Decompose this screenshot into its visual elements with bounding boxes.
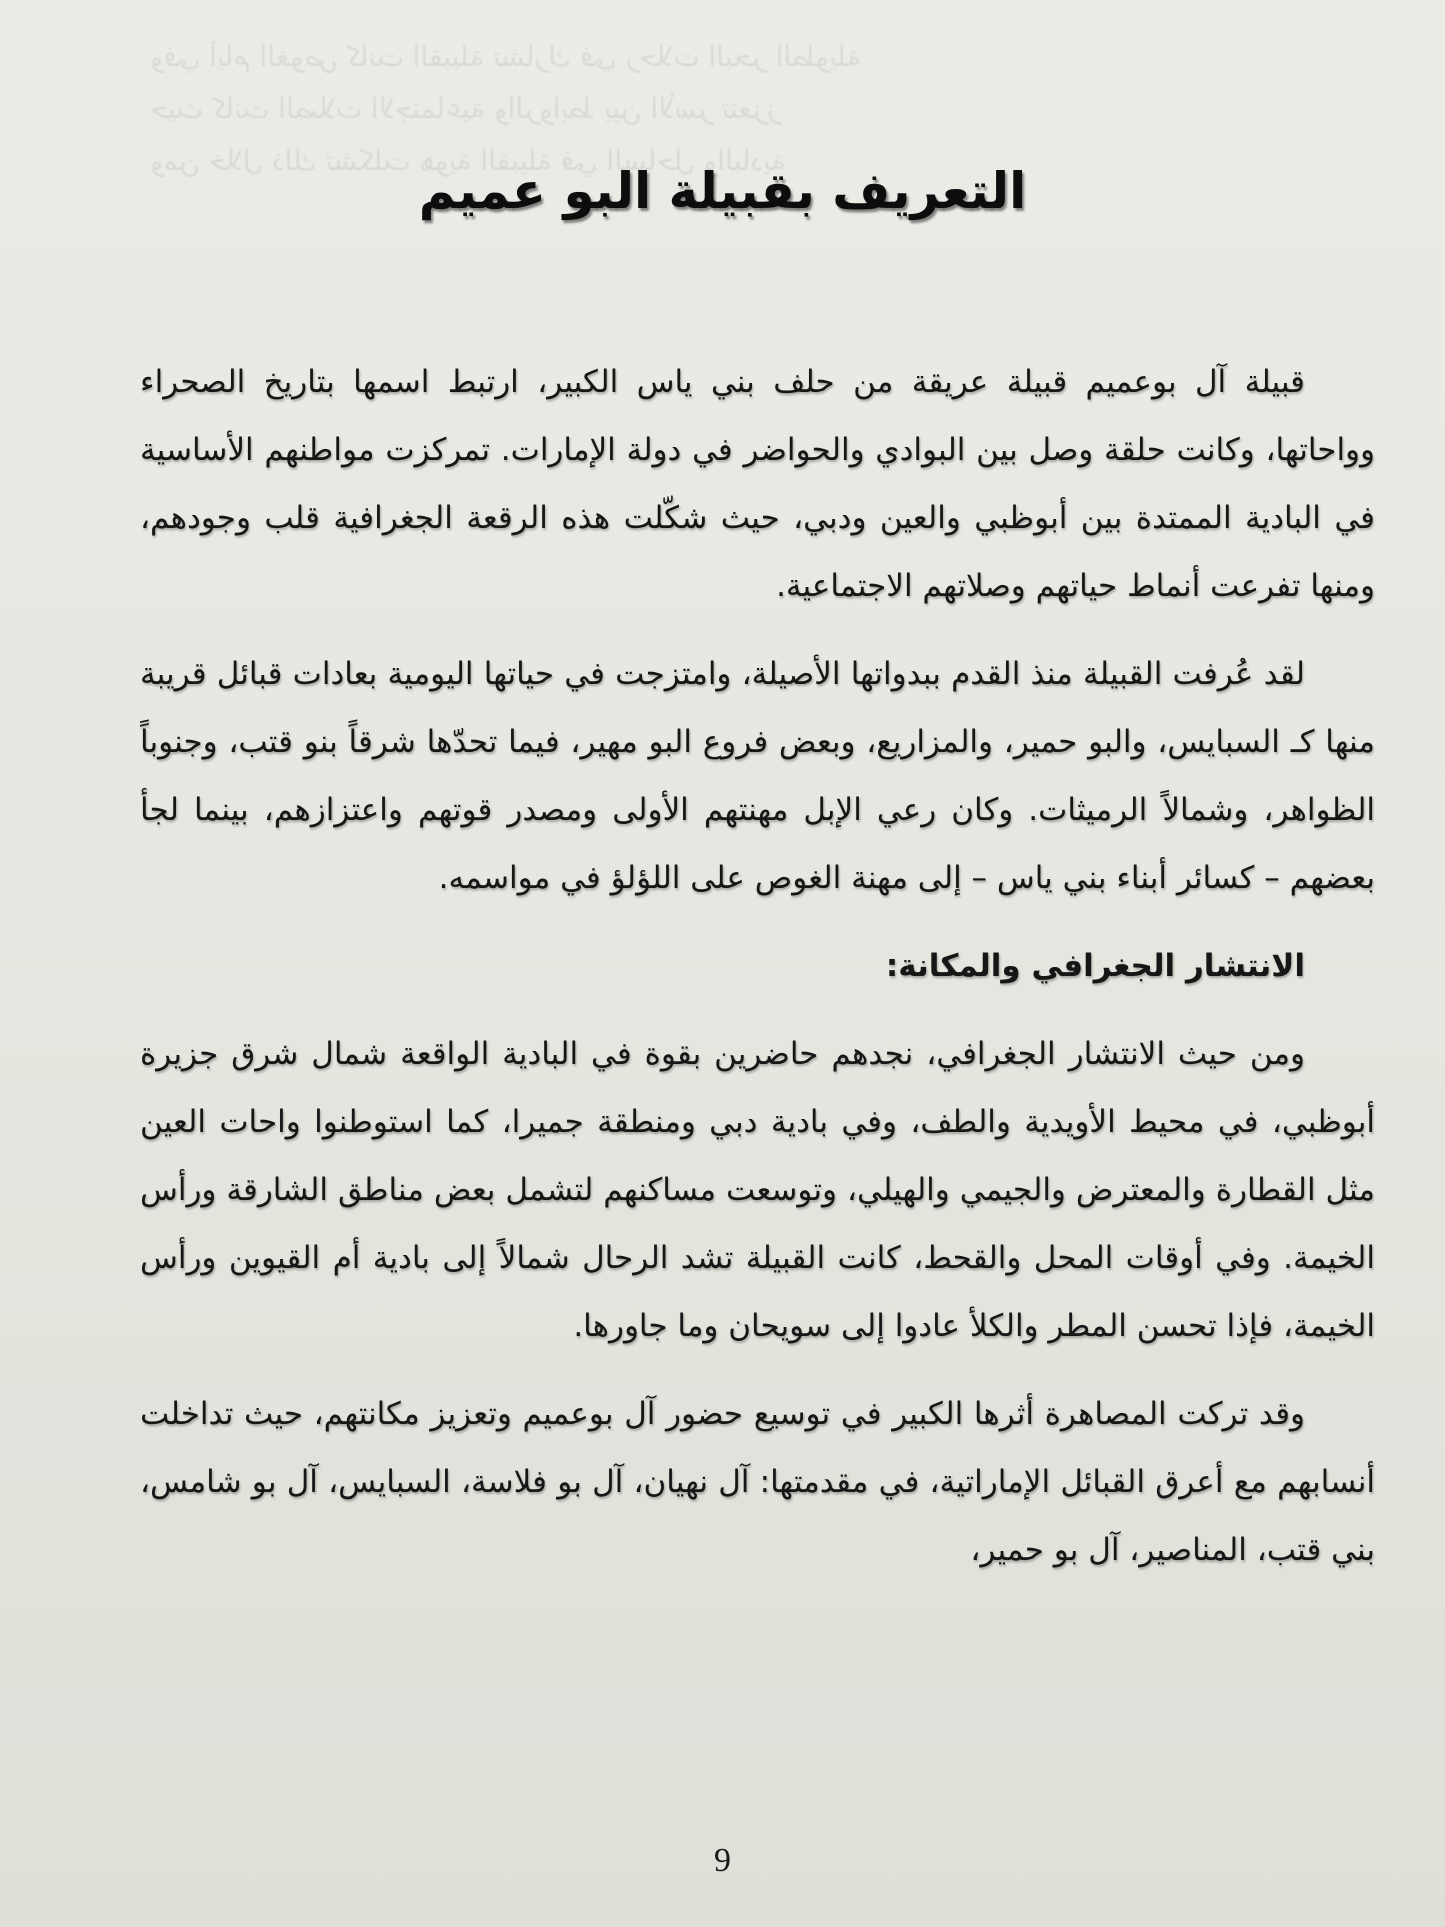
show-through-text: حيث كانت الصلات الاجتماعية والروابط بين الأسر تتعزز — [150, 92, 781, 125]
page-number: 9 — [714, 1842, 731, 1879]
body-text — [140, 348, 1375, 1604]
paragraph-history: لقد عُرفت القبيلة منذ القدم ببدواتها الأصيلة، وامتزجت في حياتها اليومية بعادات قبائل قريبة منها كـ السبايس، والبو حمير، والمزاريع، وبعض فروع البو مهير، فيما تحدّها شرقاً بنو قتب، وجنوباً الظواهر، وشمالاً الرميثات. وكان رعي الإبل مهنتهم الأولى ومصدر قوتهم واعتزازهم، بينما لجأ بعضهم – كسائر أبناء بني ياس – إلى مهنة الغوص على اللؤلؤ في مواسمه. — [140, 656, 1375, 896]
paragraph-kinship: وقد تركت المصاهرة أثرها الكبير في توسيع حضور آل بوعميم وتعزيز مكانتهم، حيث تداخلت أنسابهم مع أعرق القبائل الإماراتية، في مقدمتها: آل نهيان، آل بو فلاسة، السبايس، آل بو شامس، بني قتب، المناصير، آل بو حمير، — [140, 1396, 1375, 1568]
paragraph-geography: ومن حيث الانتشار الجغرافي، نجدهم حاضرين بقوة في البادية الواقعة شمال شرق جزيرة أبوظبي، في محيط الأويدية والطف، وفي بادية دبي ومنطقة جميرا، كما استوطنوا واحات العين مثل القطارة والمعترض والجيمي والهيلي، وتوسعت مساكنهم لتشمل بعض مناطق الشارقة ورأس الخيمة. وفي أوقات المحل والقحط، كانت القبيلة تشد الرحال شمالاً إلى بادية أم القيوين ورأس الخيمة، فإذا تحسن المطر والكلأ عادوا إلى سويحان وما جاورها. — [140, 1036, 1375, 1344]
show-through-text: وفي أيام الغوص كانت القبيلة تشارك في رحلات البحر الطويلة — [150, 40, 862, 73]
show-through-text: ومن خلال ذلك تشكلت هوية القبيلة في الساحل والبادية — [150, 144, 786, 177]
paragraph-intro: قبيلة آل بوعميم قبيلة عريقة من حلف بني ياس الكبير، ارتبط اسمها بتاريخ الصحراء وواحاتها، وكانت حلقة وصل بين البوادي والحواضر في دولة الإمارات. تمركزت مواطنهم الأساسية في البادية الممتدة بين أبوظبي والعين ودبي، حيث شكّلت هذه الرقعة الجغرافية قلب وجودهم، ومنها تفرعت أنماط حياتهم وصلاتهم الاجتماعية. — [140, 364, 1375, 604]
section-heading: الانتشار الجغرافي والمكانة: — [885, 948, 1305, 984]
page-title: التعريف بقبيلة البو عميم — [418, 161, 1027, 220]
